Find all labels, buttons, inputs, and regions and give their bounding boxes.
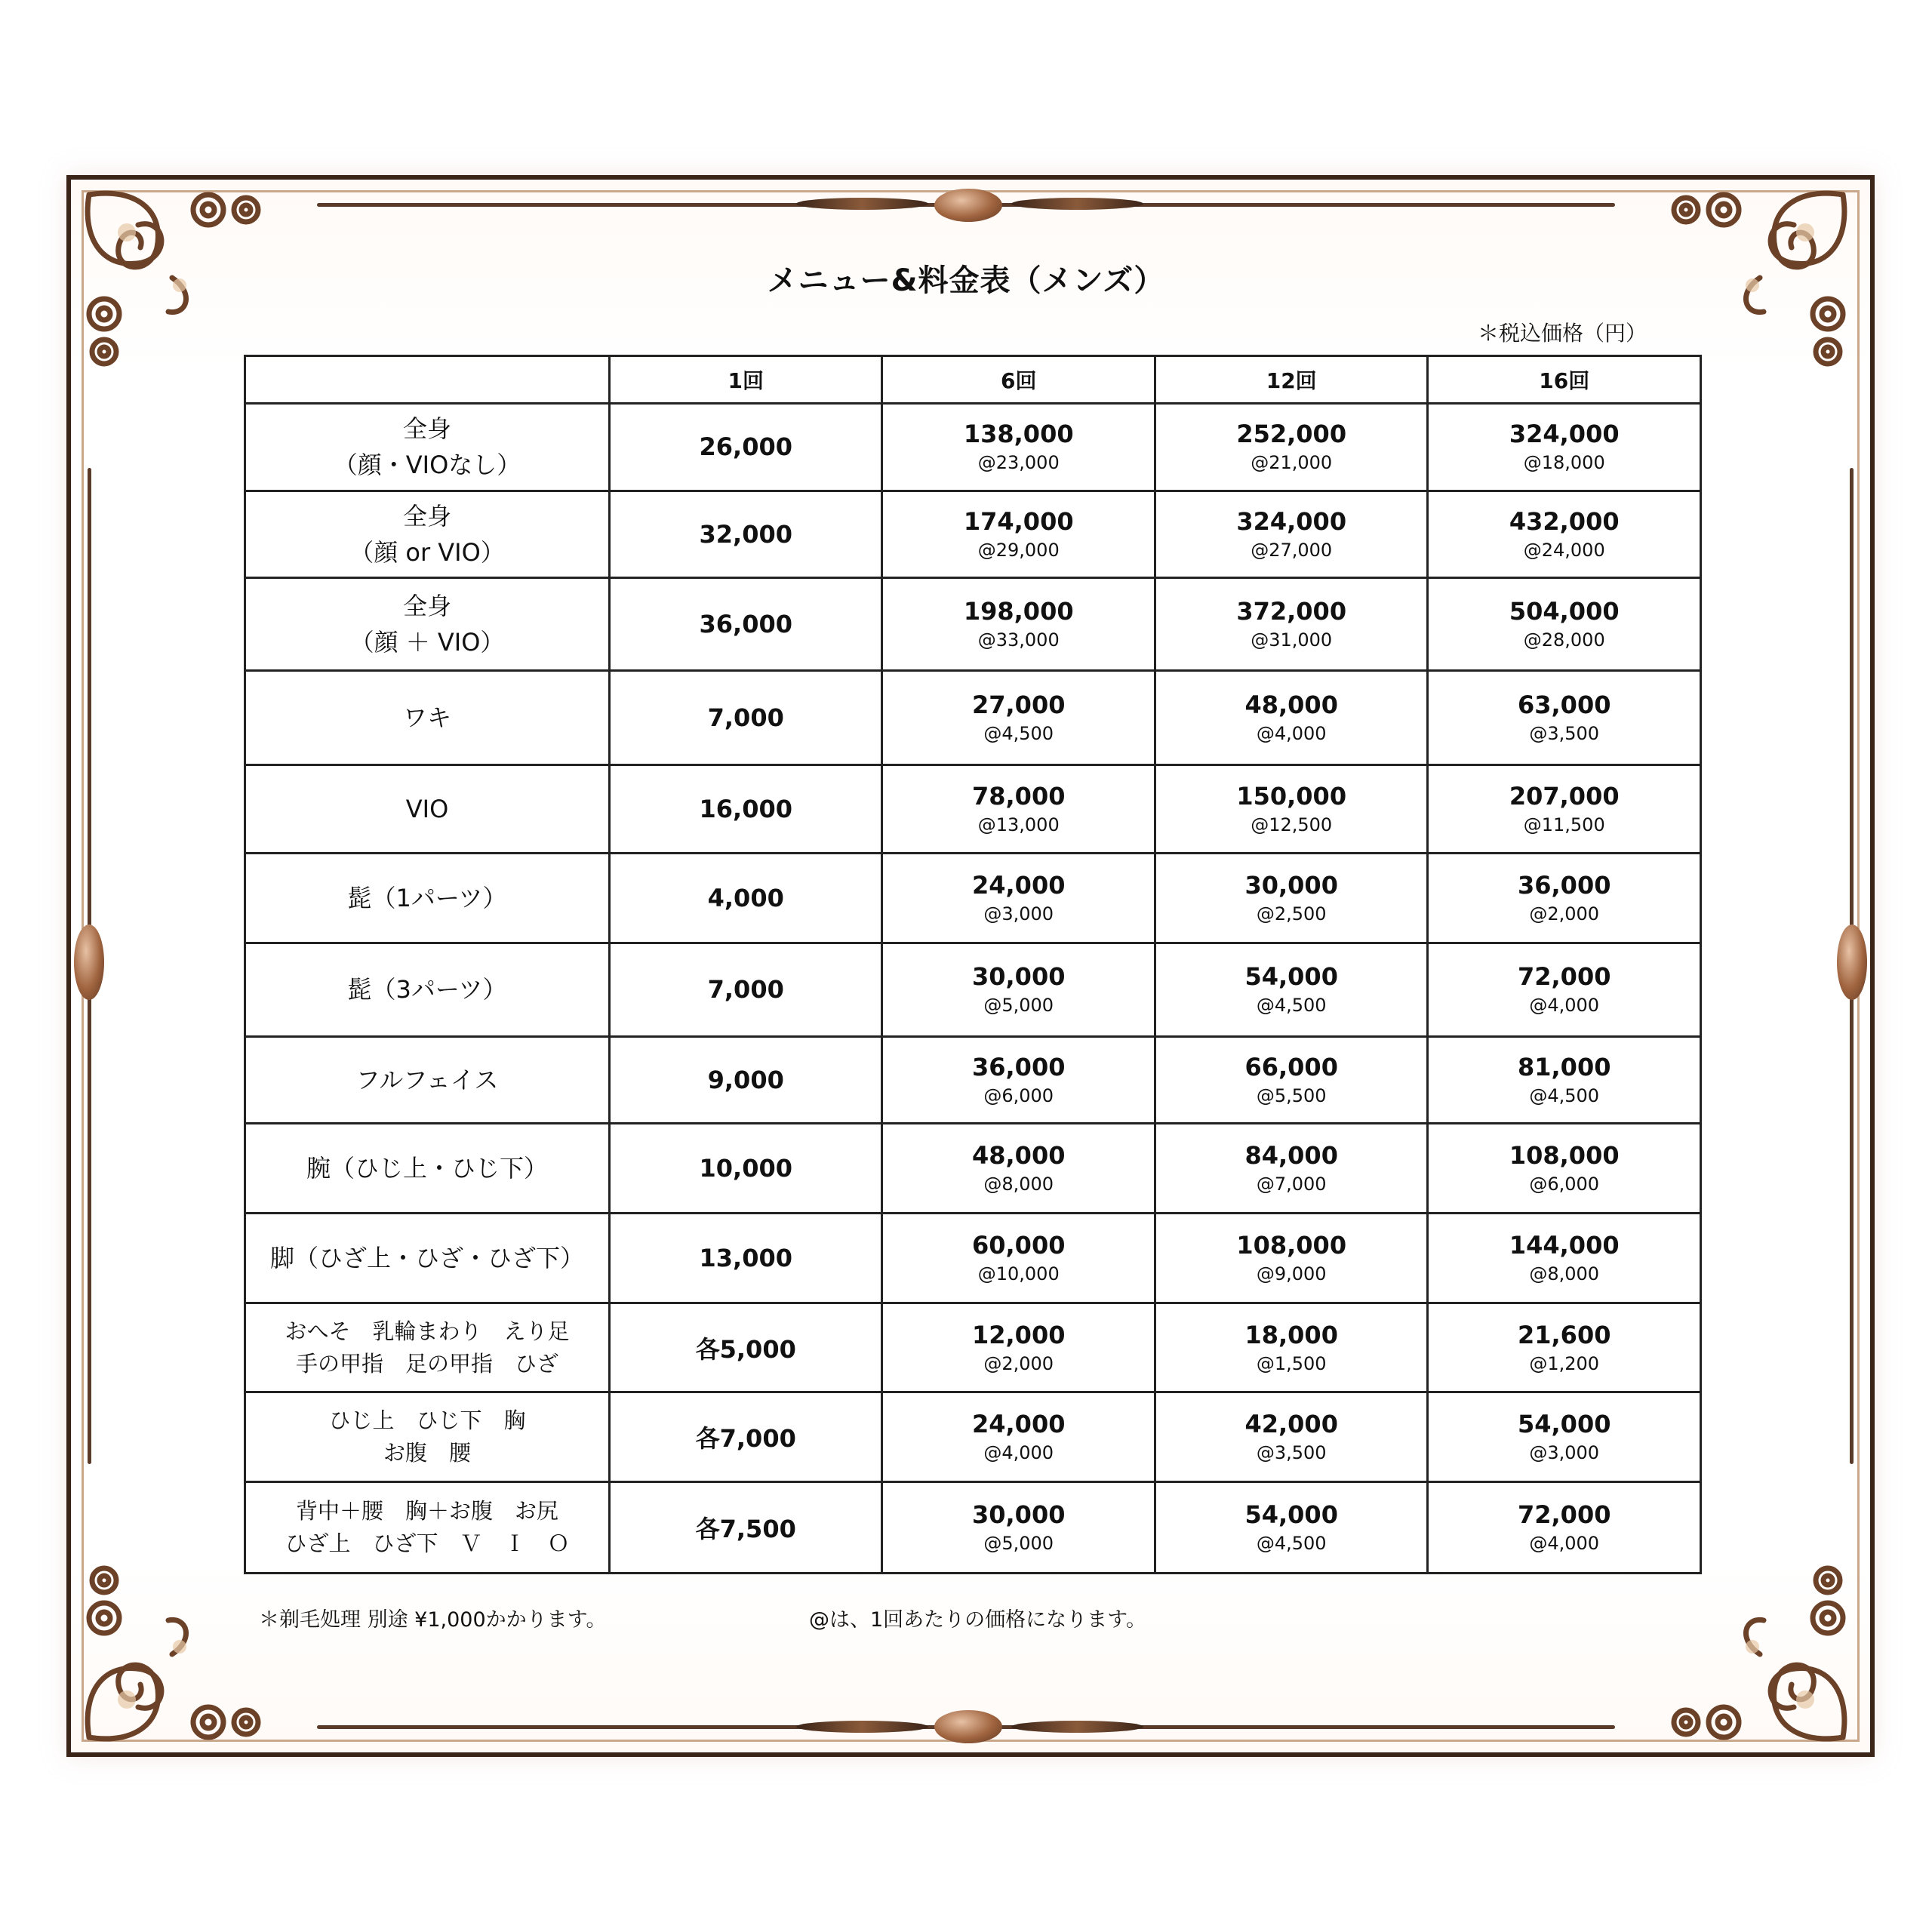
per-session-price: @4,500 xyxy=(1256,995,1327,1017)
per-session-price: @28,000 xyxy=(1523,629,1605,651)
menu-name-line: （顔・VIOなし） xyxy=(333,451,521,480)
price-16x-cell xyxy=(1428,1482,1701,1574)
menu-name-line: 全身 xyxy=(402,414,451,444)
package-total: 432,000 xyxy=(1509,507,1620,537)
menu-name-line: 髭（1パーツ） xyxy=(347,883,507,912)
price-1x-cell: 36,000 xyxy=(610,578,882,671)
per-session-price: @8,000 xyxy=(1529,1263,1600,1284)
price-1x-cell: 4,000 xyxy=(610,853,882,943)
price-12x-cell xyxy=(1155,491,1427,578)
per-session-price: @29,000 xyxy=(977,540,1060,561)
price-16x-cell xyxy=(1428,853,1701,943)
price-16x-cell xyxy=(1428,765,1701,854)
price-6x-cell xyxy=(882,1482,1155,1574)
package-total: 324,000 xyxy=(1509,420,1620,449)
package-total: 108,000 xyxy=(1509,1140,1620,1170)
price-1x-cell: 32,000 xyxy=(610,491,882,578)
menu-name-cell xyxy=(245,671,610,765)
per-session-price: @10,000 xyxy=(977,1263,1060,1284)
price-12x-cell xyxy=(1155,1392,1427,1482)
per-session-price: @4,000 xyxy=(1529,1533,1600,1555)
price-16x-cell xyxy=(1428,1124,1701,1214)
package-total: 30,000 xyxy=(971,962,1066,992)
table-row xyxy=(245,765,1701,854)
menu-name-line: 髭（3パーツ） xyxy=(347,975,507,1004)
menu-name-line: 脚（ひざ上・ひざ・ひざ下） xyxy=(269,1243,584,1272)
package-total: 63,000 xyxy=(1517,691,1611,720)
price-12x-cell xyxy=(1155,1124,1427,1214)
per-session-price: @4,000 xyxy=(983,1442,1054,1464)
menu-name-line: （顔 or VIO） xyxy=(349,538,505,568)
menu-name-line: 手の甲指 足の甲指 ひざ xyxy=(295,1350,558,1377)
table-row xyxy=(245,1213,1701,1303)
table-row xyxy=(245,1037,1701,1124)
package-total: 72,000 xyxy=(1517,1500,1611,1530)
table-row xyxy=(245,491,1701,578)
menu-name-line: おへそ 乳輪まわり えり足 xyxy=(285,1318,570,1344)
package-total: 207,000 xyxy=(1509,781,1620,811)
price-12x-cell xyxy=(1155,1037,1427,1124)
price-1x-cell: 各7,500 xyxy=(610,1482,882,1574)
price-1x-cell: 9,000 xyxy=(610,1037,882,1124)
price-12x-cell xyxy=(1155,671,1427,765)
price-6x-cell xyxy=(882,671,1155,765)
package-total: 81,000 xyxy=(1517,1053,1611,1082)
package-total: 21,600 xyxy=(1517,1320,1611,1349)
menu-name-cell xyxy=(245,1303,610,1392)
price-6x-cell xyxy=(882,943,1155,1037)
menu-name-line: 全身 xyxy=(402,592,451,621)
package-total: 48,000 xyxy=(971,1140,1066,1170)
package-total: 108,000 xyxy=(1236,1230,1347,1260)
table-row xyxy=(245,943,1701,1037)
header-cell-menu xyxy=(245,356,610,404)
package-total: 138,000 xyxy=(963,420,1074,449)
menu-name-cell xyxy=(245,578,610,671)
package-total: 324,000 xyxy=(1236,507,1347,537)
menu-name-line: ひざ上 ひざ下 Ｖ Ｉ Ｏ xyxy=(285,1531,570,1557)
package-total: 54,000 xyxy=(1517,1410,1611,1439)
package-total: 30,000 xyxy=(1244,870,1338,900)
price-6x-cell xyxy=(882,1392,1155,1482)
per-session-price: @24,000 xyxy=(1523,540,1605,561)
per-session-price: @8,000 xyxy=(983,1173,1054,1195)
package-total: 54,000 xyxy=(1244,962,1338,992)
per-session-price: @7,000 xyxy=(1256,1173,1327,1195)
menu-name-line: ひじ上 ひじ下 胸 xyxy=(328,1407,526,1434)
page-title: メニュー&料金表（メンズ） xyxy=(767,263,1165,298)
per-session-price: @6,000 xyxy=(1529,1173,1600,1195)
price-1x-cell: 各7,000 xyxy=(610,1392,882,1482)
menu-name-cell xyxy=(245,943,610,1037)
per-session-price: @31,000 xyxy=(1251,629,1333,651)
package-total: 36,000 xyxy=(971,1053,1066,1082)
per-session-price: @2,500 xyxy=(1256,903,1327,924)
package-total: 54,000 xyxy=(1244,1500,1338,1530)
per-session-price: @2,000 xyxy=(983,1352,1054,1374)
price-1x-cell: 26,000 xyxy=(610,404,882,491)
price-12x-cell xyxy=(1155,1213,1427,1303)
package-total: 174,000 xyxy=(963,507,1074,537)
per-session-price: @1,200 xyxy=(1529,1352,1600,1374)
package-total: 48,000 xyxy=(1244,691,1338,720)
per-session-price: @2,000 xyxy=(1529,903,1600,924)
price-1x-cell: 7,000 xyxy=(610,943,882,1037)
package-total: 60,000 xyxy=(971,1230,1066,1260)
menu-name-cell xyxy=(245,491,610,578)
per-session-price: @13,000 xyxy=(977,814,1060,835)
price-1x-cell: 13,000 xyxy=(610,1213,882,1303)
package-total: 30,000 xyxy=(971,1500,1066,1530)
per-session-price: @33,000 xyxy=(977,629,1060,651)
per-session-price: @3,000 xyxy=(983,903,1054,924)
per-session-price: @5,500 xyxy=(1256,1085,1327,1107)
price-16x-cell xyxy=(1428,943,1701,1037)
price-1x-cell: 10,000 xyxy=(610,1124,882,1214)
package-total: 372,000 xyxy=(1236,597,1347,626)
price-16x-cell xyxy=(1428,1037,1701,1124)
table-row xyxy=(245,671,1701,765)
menu-name-line: （顔 ＋ VIO） xyxy=(349,628,505,657)
per-session-price: @9,000 xyxy=(1256,1263,1327,1284)
per-session-price: @27,000 xyxy=(1251,540,1333,561)
menu-name-cell xyxy=(245,1482,610,1574)
header-cell-1x: 1回 xyxy=(610,356,882,404)
price-1x-cell: 7,000 xyxy=(610,671,882,765)
per-session-price: @23,000 xyxy=(977,452,1060,474)
per-session-price: @3,500 xyxy=(1256,1442,1327,1464)
frame-swash xyxy=(1011,198,1143,210)
price-6x-cell xyxy=(882,1037,1155,1124)
footnote-shaving: ＊剃毛処理 別途 ¥1,000かかります。 xyxy=(259,1608,607,1632)
menu-name-cell xyxy=(245,1392,610,1482)
per-session-price: @4,500 xyxy=(1256,1533,1327,1555)
menu-name-cell xyxy=(245,1124,610,1214)
package-total: 252,000 xyxy=(1236,420,1347,449)
package-total: 12,000 xyxy=(971,1320,1066,1349)
package-total: 144,000 xyxy=(1509,1230,1620,1260)
price-12x-cell xyxy=(1155,853,1427,943)
package-total: 18,000 xyxy=(1244,1320,1338,1349)
table-row xyxy=(245,1482,1701,1574)
price-12x-cell xyxy=(1155,943,1427,1037)
menu-name-line: 全身 xyxy=(402,502,451,531)
menu-name-cell xyxy=(245,853,610,943)
price-6x-cell xyxy=(882,765,1155,854)
menu-name-cell xyxy=(245,765,610,854)
per-session-price: @21,000 xyxy=(1251,452,1333,474)
header-cell-16x: 16回 xyxy=(1428,356,1701,404)
price-16x-cell xyxy=(1428,1303,1701,1392)
price-16x-cell xyxy=(1428,671,1701,765)
header-cell-12x: 12回 xyxy=(1155,356,1427,404)
package-total: 198,000 xyxy=(963,597,1074,626)
menu-name-cell xyxy=(245,404,610,491)
package-total: 24,000 xyxy=(971,870,1066,900)
price-12x-cell xyxy=(1155,578,1427,671)
per-session-price: @12,500 xyxy=(1251,814,1333,835)
price-6x-cell xyxy=(882,491,1155,578)
package-total: 27,000 xyxy=(971,691,1066,720)
price-6x-cell xyxy=(882,404,1155,491)
price-6x-cell xyxy=(882,578,1155,671)
price-16x-cell xyxy=(1428,578,1701,671)
frame-ornament-left xyxy=(74,924,104,1000)
frame-swash xyxy=(796,1721,928,1733)
per-session-price: @11,500 xyxy=(1523,814,1605,835)
package-total: 504,000 xyxy=(1509,597,1620,626)
per-session-price: @4,500 xyxy=(983,723,1054,745)
per-session-price: @4,000 xyxy=(1529,995,1600,1017)
per-session-price: @1,500 xyxy=(1256,1352,1327,1374)
price-16x-cell xyxy=(1428,491,1701,578)
package-total: 72,000 xyxy=(1517,962,1611,992)
per-session-price: @3,500 xyxy=(1529,723,1600,745)
package-total: 24,000 xyxy=(971,1410,1066,1439)
price-16x-cell xyxy=(1428,1213,1701,1303)
price-12x-cell xyxy=(1155,765,1427,854)
price-16x-cell xyxy=(1428,404,1701,491)
frame-swash xyxy=(796,198,928,210)
price-6x-cell xyxy=(882,1303,1155,1392)
table-row xyxy=(245,578,1701,671)
price-6x-cell xyxy=(882,853,1155,943)
price-12x-cell xyxy=(1155,404,1427,491)
frame-ornament-bottom xyxy=(934,1710,1002,1743)
menu-name-line: VIO xyxy=(405,794,449,823)
price-6x-cell xyxy=(882,1213,1155,1303)
footnote-per-session: @は、1回あたりの価格になります。 xyxy=(809,1608,1147,1632)
menu-name-line: 腕（ひじ上・ひじ下） xyxy=(306,1153,548,1183)
frame-ornament-top xyxy=(934,189,1002,222)
tax-note: ＊税込価格（円） xyxy=(1477,321,1647,346)
menu-name-line: フルフェイス xyxy=(355,1066,499,1095)
menu-name-cell xyxy=(245,1213,610,1303)
per-session-price: @3,000 xyxy=(1529,1442,1600,1464)
price-12x-cell xyxy=(1155,1303,1427,1392)
price-12x-cell xyxy=(1155,1482,1427,1574)
per-session-price: @6,000 xyxy=(983,1085,1054,1107)
package-total: 66,000 xyxy=(1244,1053,1338,1082)
table-row xyxy=(245,1124,1701,1214)
per-session-price: @4,000 xyxy=(1256,723,1327,745)
per-session-price: @4,500 xyxy=(1529,1085,1600,1107)
table-row xyxy=(245,1303,1701,1392)
price-6x-cell xyxy=(882,1124,1155,1214)
per-session-price: @18,000 xyxy=(1523,452,1605,474)
frame-ornament-right xyxy=(1837,924,1867,1000)
package-total: 84,000 xyxy=(1244,1140,1338,1170)
price-16x-cell xyxy=(1428,1392,1701,1482)
table-row xyxy=(245,404,1701,491)
package-total: 150,000 xyxy=(1236,781,1347,811)
package-total: 42,000 xyxy=(1244,1410,1338,1439)
table-row xyxy=(245,1392,1701,1482)
per-session-price: @5,000 xyxy=(983,995,1054,1017)
menu-name-line: 背中＋腰 胸＋お腹 お尻 xyxy=(295,1498,558,1524)
menu-name-line: ワキ xyxy=(402,703,451,733)
frame-swash xyxy=(1011,1721,1143,1733)
package-total: 78,000 xyxy=(971,781,1066,811)
price-table-body xyxy=(245,404,1701,1574)
price-1x-cell: 各5,000 xyxy=(610,1303,882,1392)
menu-name-cell xyxy=(245,1037,610,1124)
table-row xyxy=(245,853,1701,943)
menu-name-line: お腹 腰 xyxy=(383,1440,471,1466)
header-cell-6x: 6回 xyxy=(882,356,1155,404)
package-total: 36,000 xyxy=(1517,870,1611,900)
price-1x-cell: 16,000 xyxy=(610,765,882,854)
per-session-price: @5,000 xyxy=(983,1533,1054,1555)
table-header-row xyxy=(245,356,1701,404)
price-table xyxy=(244,355,1702,1574)
